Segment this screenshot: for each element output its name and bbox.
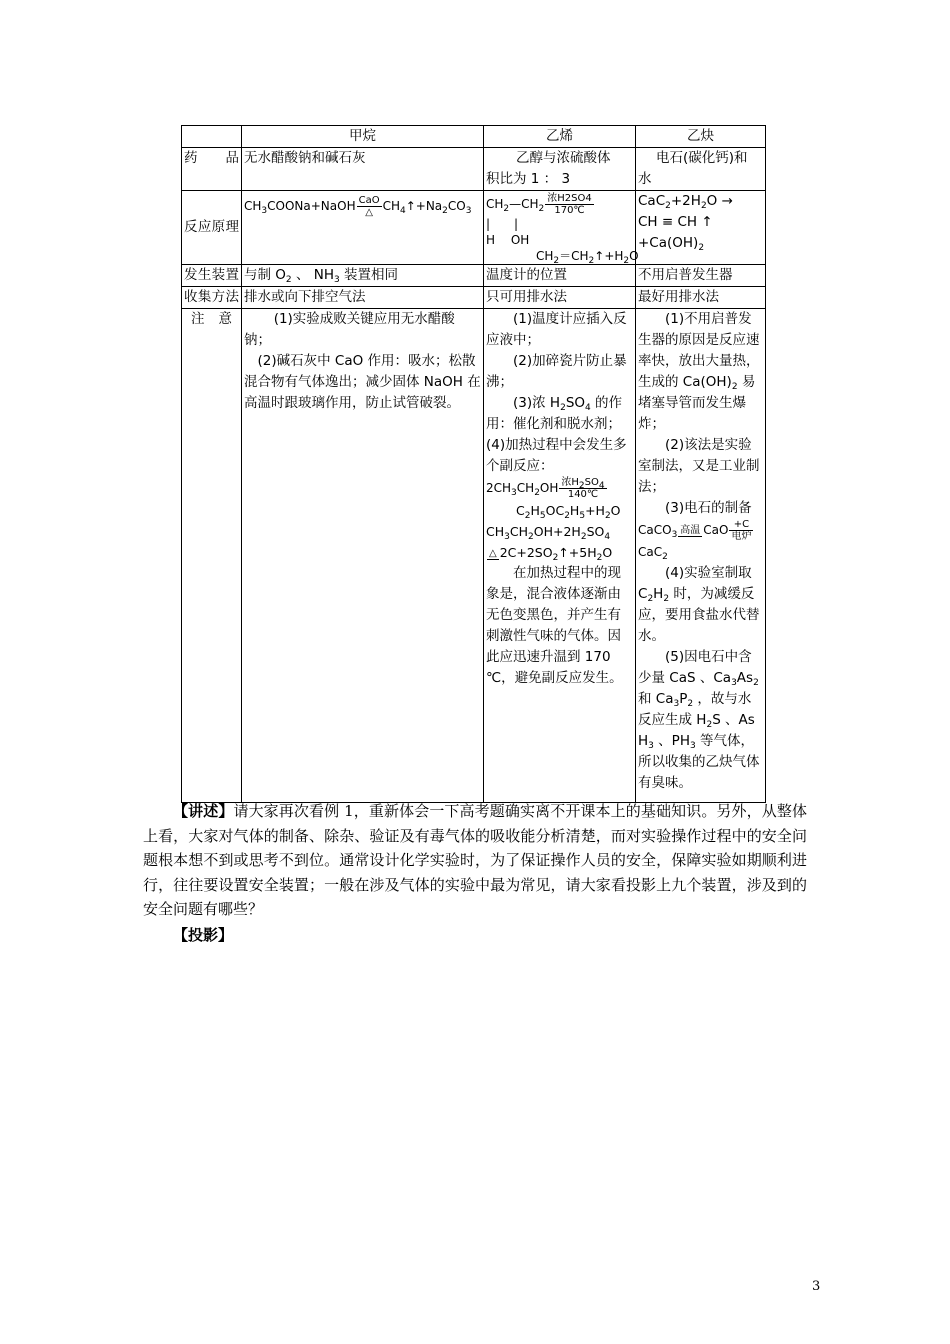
ethylene-equation xyxy=(484,191,639,266)
methane-eq-reactants: $CH_3COONa+NaOH$ xyxy=(244,199,356,216)
header-ethylene: 乙烯 xyxy=(484,126,636,148)
table-row-principle xyxy=(182,191,766,265)
ethylene-side-reaction-2: $CH_3CH_2OH+2H_2SO_4$ xyxy=(486,524,611,542)
lecture-paragraph xyxy=(143,799,807,922)
lecture-text: 请大家再次看例 1，重新体会一下高考题确实离不开课本上的基础知识。另外，从整体上看，大家对气体的制备、除杂、验证及有毒气体的吸收能分析清楚，而对实验操作过程中的安全问题根本想不到或思考不到位。通常设计化学实验时，为了保证操作人员的安全，保障实验如期顺利进行，往往要设置安全装置；一般在涉及气体的实验中最为常见，请大家看投影上九个装置，涉及到的安全问题有哪些？ xyxy=(143,802,807,918)
ethylene-reagents: 乙醇与浓硫酸体 积比为 1 ： 3 xyxy=(484,148,636,191)
header-methane: 甲烷 xyxy=(242,126,484,148)
gas-preparation-table xyxy=(181,125,766,803)
header-acetylene: 乙炔 xyxy=(636,126,766,148)
methane-notes: (1)实验成败关键应用无水醋酸钠； (2)碱石灰中 CaO 作用：吸水；松散混合物有气体逸出；减少固体 NaOH 在高温时跟玻璃作用，防止试管破裂。 xyxy=(242,309,484,803)
calcium-carbide-equation: CaCO$_3$ 高温 CaO +C 电炉 xyxy=(638,519,752,542)
methane-collection: 排水或向下排空气法 xyxy=(242,287,484,309)
ethylene-eq-products: $CH_2=CH_2↑+H_2O$ xyxy=(536,249,639,266)
row-label-reagents: 药 品 xyxy=(182,148,242,191)
acetylene-collection: 最好用排水法 xyxy=(636,287,766,309)
table-row-apparatus xyxy=(182,265,766,287)
row-label-notes: 注 意 xyxy=(182,309,242,803)
table-header-row xyxy=(182,126,766,148)
acetylene-notes: (1)不用启普发生器的原因是反应速率快，放出大量热，生成的 $Ca(OH)_2$ 易堵塞导管而发生爆炸； (2)该法是实验室制法，又是工业制法； (3)电石的制备 CaCO$_3$ 高温 CaO +C 电炉 CaC$_2$ (4)实验室制取 $C_2H_2$ 时，为减缓反应，要用食盐水代替水。 (5)因电石中含少量 CaS 、$Ca_3As_2$ 和 $Ca_3P_2$ ，故与水反应生成 $H_2S$ 、AsH$_3$ 、$PH_3$ 等气体，所以收集的乙炔气体有臭味。 xyxy=(636,309,766,803)
header-empty xyxy=(182,126,242,148)
methane-eq-products: $CH_4↑+Na_2CO_3$ xyxy=(382,199,472,216)
ethylene-apparatus: 温度计的位置 xyxy=(484,265,636,287)
row-label-principle: 反应原理 xyxy=(182,191,242,265)
acetylene-equation: $CaC_2+2H_2O$ → CH ≡ CH ↑ $+Ca(OH)_2$ xyxy=(636,191,766,265)
table-row-notes xyxy=(182,309,766,803)
ethanol-structure-bottom: H OH xyxy=(486,233,530,247)
ethylene-eq-condition: 浓H2SO4 170℃ xyxy=(547,193,592,216)
ethylene-notes: (1)温度计应插入反应液中； (2)加碎瓷片防止暴沸； (3)浓 $H_2SO_4$ 的作用：催化剂和脱水剂；(4)加热过程中会发生多个副反应： $2CH_3CH_2OH$ 浓$H_2SO_4$ 140℃ $C_2H_5OC_2H_5+H_2O$ $CH_3CH_2OH+2H_2SO_4$ △ $2C+2SO_2↑+5H_2O$ 在加热过程中的现象是，混合液体逐渐由无色变黑色，并产生有刺激性气味的气体。因此应迅速升温到 170 ℃，避免副反应发生。 xyxy=(484,309,636,803)
ethylene-collection: 只可用排水法 xyxy=(484,287,636,309)
acetylene-apparatus: 不用启普发生器 xyxy=(636,265,766,287)
projection-paragraph xyxy=(143,923,807,948)
methane-equation xyxy=(242,191,484,265)
ethanol-structure-bonds: | | xyxy=(486,217,519,231)
row-label-collection: 收集方法 xyxy=(182,287,242,309)
methane-apparatus: 与制 $O_2$ 、 $NH_3$ 装置相同 xyxy=(242,265,484,287)
table-row-collection xyxy=(182,287,766,309)
table-row-reagents xyxy=(182,148,766,191)
ethanol-structure-top: $CH_2—CH_2$ xyxy=(486,197,545,214)
row-label-apparatus: 发生装置 xyxy=(182,265,242,287)
page-number: 3 xyxy=(812,1279,821,1294)
acetylene-reagents: 电石(碳化钙)和 水 xyxy=(636,148,766,191)
methane-reagents: 无水醋酸钠和碱石灰 xyxy=(242,148,484,191)
ethylene-side-reaction-1: $2CH_3CH_2OH$ 浓$H_2SO_4$ 140℃ xyxy=(486,477,605,500)
lecture-tag: 【讲述】 xyxy=(173,802,234,820)
methane-eq-condition: CaO △ xyxy=(358,195,380,218)
projection-tag: 【投影】 xyxy=(173,926,234,944)
